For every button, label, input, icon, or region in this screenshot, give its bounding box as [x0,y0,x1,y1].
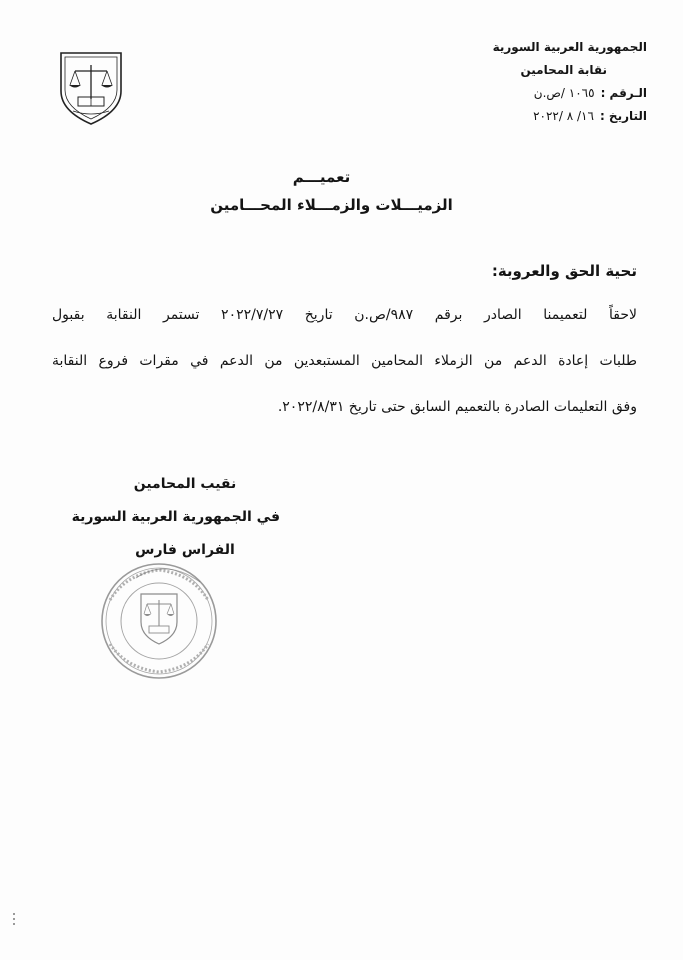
circular-body [52,300,637,438]
body-line: لاحقاً لتعميمنا الصادر برقم ٩٨٧/ص.ن تاريخ ٢٠٢٢/٧/٢٧ تستمر النقابة بقبول [52,307,637,323]
seal-stamp-icon [96,560,222,682]
document-date [417,105,647,128]
addressee-line: الزميـــلات والزمـــلاء المحـــامين [210,196,453,214]
reference-number [417,82,647,105]
signatory-jurisdiction: في الجمهورية العربية السورية [71,509,280,525]
greeting: تحية الحق والعروبة: [491,262,637,280]
circular-title [0,168,683,214]
reference-value: ١٠٦٥ /ص.ن [533,86,595,100]
reference-label: الـرقم : [600,86,647,100]
signatory-title: نقيب المحامين [133,476,237,492]
country-name: الجمهورية العربية السورية [492,40,647,54]
body-line: طلبات إعادة الدعم من الزملاء المحامين المستبعدين من الدعم في مقرات فروع النقابة [52,353,637,369]
organization-name: نقابة المحامين [520,63,607,77]
margin-mark [12,912,16,926]
signatory-name: الفراس فارس [135,542,235,558]
date-label: التاريخ : [599,109,647,123]
signature-block [71,468,280,567]
letterhead [417,36,647,128]
circular-heading: تعميـــم [292,168,351,186]
date-value: ١٦/ ٨ /٢٠٢٢ [533,109,594,123]
scales-of-justice-icon [55,47,127,127]
body-line: وفق التعليمات الصادرة بالتعميم السابق حتى تاريخ ٢٠٢٢/٨/٣١. [277,399,637,415]
